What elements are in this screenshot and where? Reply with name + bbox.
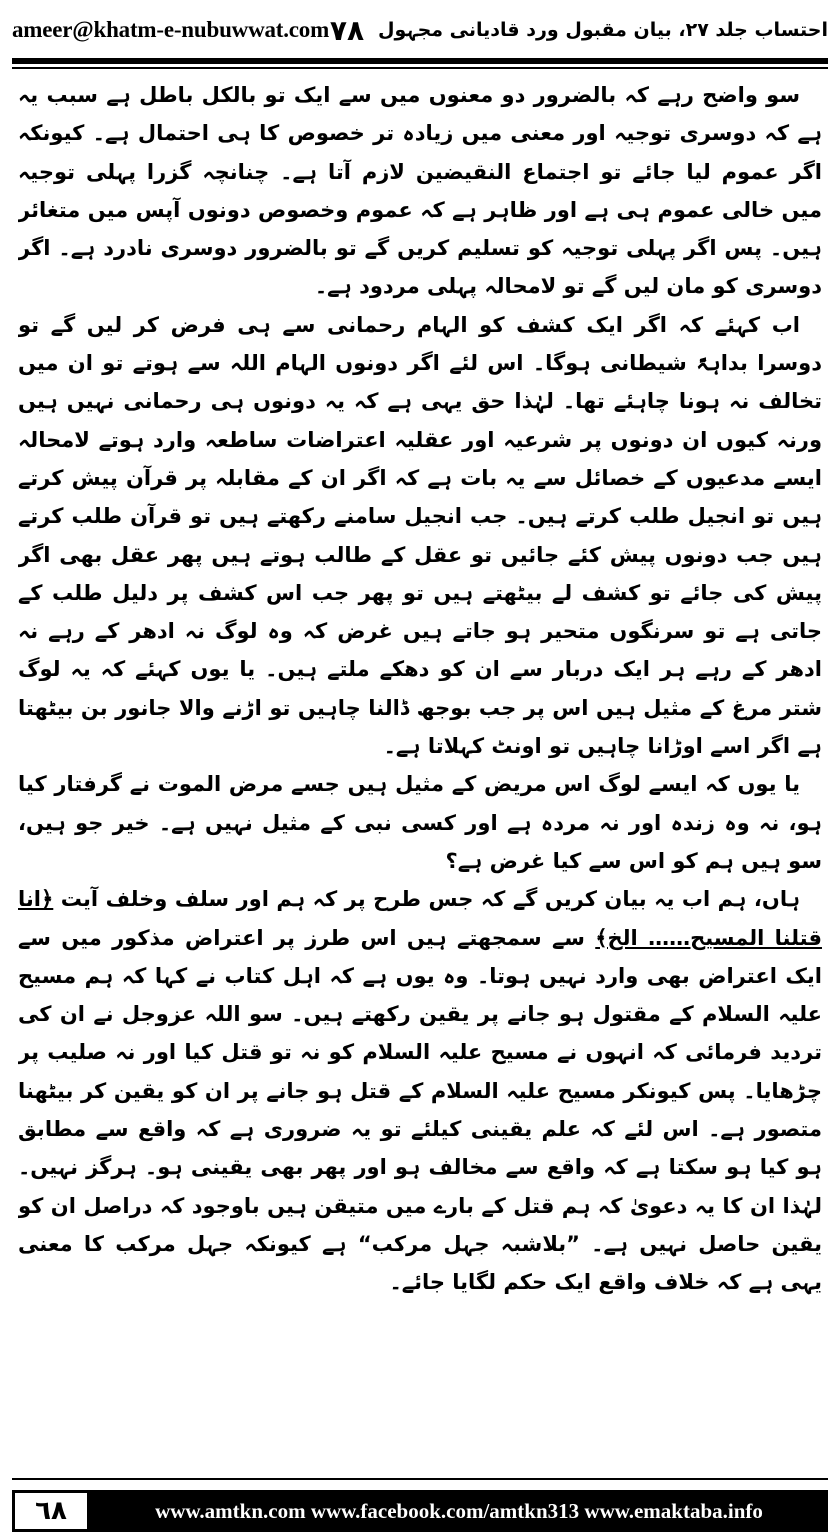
header-rule-thin	[12, 67, 828, 69]
paragraph-4-lead: ہاں، ہم اب یہ بیان کریں گے کہ جس طرح پر کہ ہم اور سلف وخلف آیت	[60, 887, 801, 912]
header-title-group	[330, 14, 828, 47]
body-text	[18, 76, 822, 1476]
footer-rule	[12, 1478, 828, 1480]
header-email: ameer@khatm-e-nubuwwat.com	[12, 17, 330, 42]
header-page-number: ۷۸	[329, 13, 365, 47]
header-rule-thick	[12, 58, 828, 64]
book-title: احتساب جلد ۲۷، بیان مقبول ورد قادیانی مجہول	[378, 19, 828, 41]
quran-verse-reference: ﴿انا قتلنا المسیح…… الخ﴾	[18, 887, 822, 950]
page-footer	[12, 1490, 828, 1532]
paragraph-3: یا یوں کہ ایسے لوگ اس مریض کے مثیل ہیں جسے مرض الموت نے گرفتار کیا ہو، نہ وہ زندہ اور نہ مردہ ہے اور کسی نبی کے مثیل نہیں ہے۔ خیر جو ہیں، سو ہیں ہم کو اس سے کیا غرض ہے؟	[18, 772, 822, 873]
paragraph-1: سو واضح رہے کہ بالضرور دو معنوں میں سے ایک تو بالکل باطل ہے سبب یہ ہے کہ دوسری توجیہ اور معنی میں زیادہ تر خصوص کا ہی احتمال ہے۔ کیونکہ اگر عموم لیا جائے تو اجتماع النقیضین لازم آتا ہے۔ چنانچہ گزرا پہلی توجیہ میں خالی عموم ہی ہے اور ظاہر ہے کہ عموم وخصوص دونوں آپس میں متغائر ہیں۔ پس اگر پہلی توجیہ کو تسلیم کریں گے تو بالضرور دوسری نادرد ہے۔ اگر دوسری کو مان لیں گے تو لامحالہ پہلی مردود ہے۔	[18, 83, 822, 299]
paragraph-4-rest: سے سمجھتے ہیں اس طرز پر اعتراض مذکور میں سے ایک اعتراض بھی وارد نہیں ہوتا۔ وہ یوں ہے کہ اہل کتاب نے کہا کہ ہم مسیح علیہ السلام کے مقتول ہو جانے پر یقین رکھتے ہیں۔ سو اللہ عزوجل نے ان کی تردید فرمائی کہ انہوں نے مسیح علیہ السلام کو نہ تو قتل کیا اور نہ صلیب پر چڑھایا۔ پس کیونکر مسیح علیہ السلام کے قتل ہو جانے پر ان کو یقین کر بیٹھنا متصور ہے۔ اس لئے کہ علم یقینی کیلئے تو یہ ضروری ہے کہ واقع سے مطابق ہو کیا ہو سکتا ہے کہ واقع سے مخالف ہو اور پھر بھی یقینی ہو۔ ہرگز نہیں۔ لہٰذا ان کا یہ دعویٰ کہ ہم قتل کے بارے میں متیقن ہیں باوجود کہ دراصل ان کو یقین حاصل نہیں ہے۔ ”بلاشبہ جہل مرکب“ ہے کیونکہ جہل مرکب کا معنی یہی ہے کہ خلاف واقع ایک حکم لگایا جائے۔	[18, 925, 822, 1295]
page-header	[12, 8, 828, 52]
paragraph-4	[18, 880, 822, 1301]
paragraph-2: اب کہئے کہ اگر ایک کشف کو الہام رحمانی سے ہی فرض کر لیں گے تو دوسرا بداہۃً شیطانی ہوگا۔ اس لئے اگر دونوں الہام اللہ سے ہوتے تو ان میں تخالف نہ ہونا چاہئے تھا۔ لہٰذا حق یہی ہے کہ یہ دونوں ہی رحمانی نہیں ہیں ورنہ کیوں ان دونوں پر شرعیہ اور عقلیہ اعتراضات ساطعہ وارد ہوتے لامحالہ ایسے مدعیوں کے خصائل سے یہ بات ہے کہ اگر ان کے مقابلہ پر قرآن پیش کرتے ہیں تو انجیل طلب کرتے ہیں۔ جب انجیل سامنے رکھتے ہیں تو قرآن طلب کرتے ہیں جب دونوں پیش کئے جائیں تو عقل کے طالب ہوتے ہیں پھر عقل بھی اگر پیش کی جائے تو کشف لے بیٹھتے ہیں تو پھر جب اس کشف پر دلیل طلب کے جاتی ہے تو سرنگوں متحیر ہو جاتے ہیں غرض کہ وہ لوگ نہ ادھر کے رہے نہ ادھر کے رہے ہر ایک دربار سے ان کو دھکے ملتے ہیں۔ یا یوں کہئے کہ یہ لوگ شتر مرغ کے مثیل ہیں اس پر جب بوجھ ڈالنا چاہیں تو اڑنے والا جانور بن بیٹھتا ہے اگر اسے اوڑانا چاہیں تو اونٹ کہلاتا ہے۔	[18, 312, 822, 759]
footer-page-number: ٦٨	[12, 1490, 90, 1532]
footer-website-links: www.amtkn.com www.facebook.com/amtkn313 www.emaktaba.info	[155, 1498, 763, 1523]
